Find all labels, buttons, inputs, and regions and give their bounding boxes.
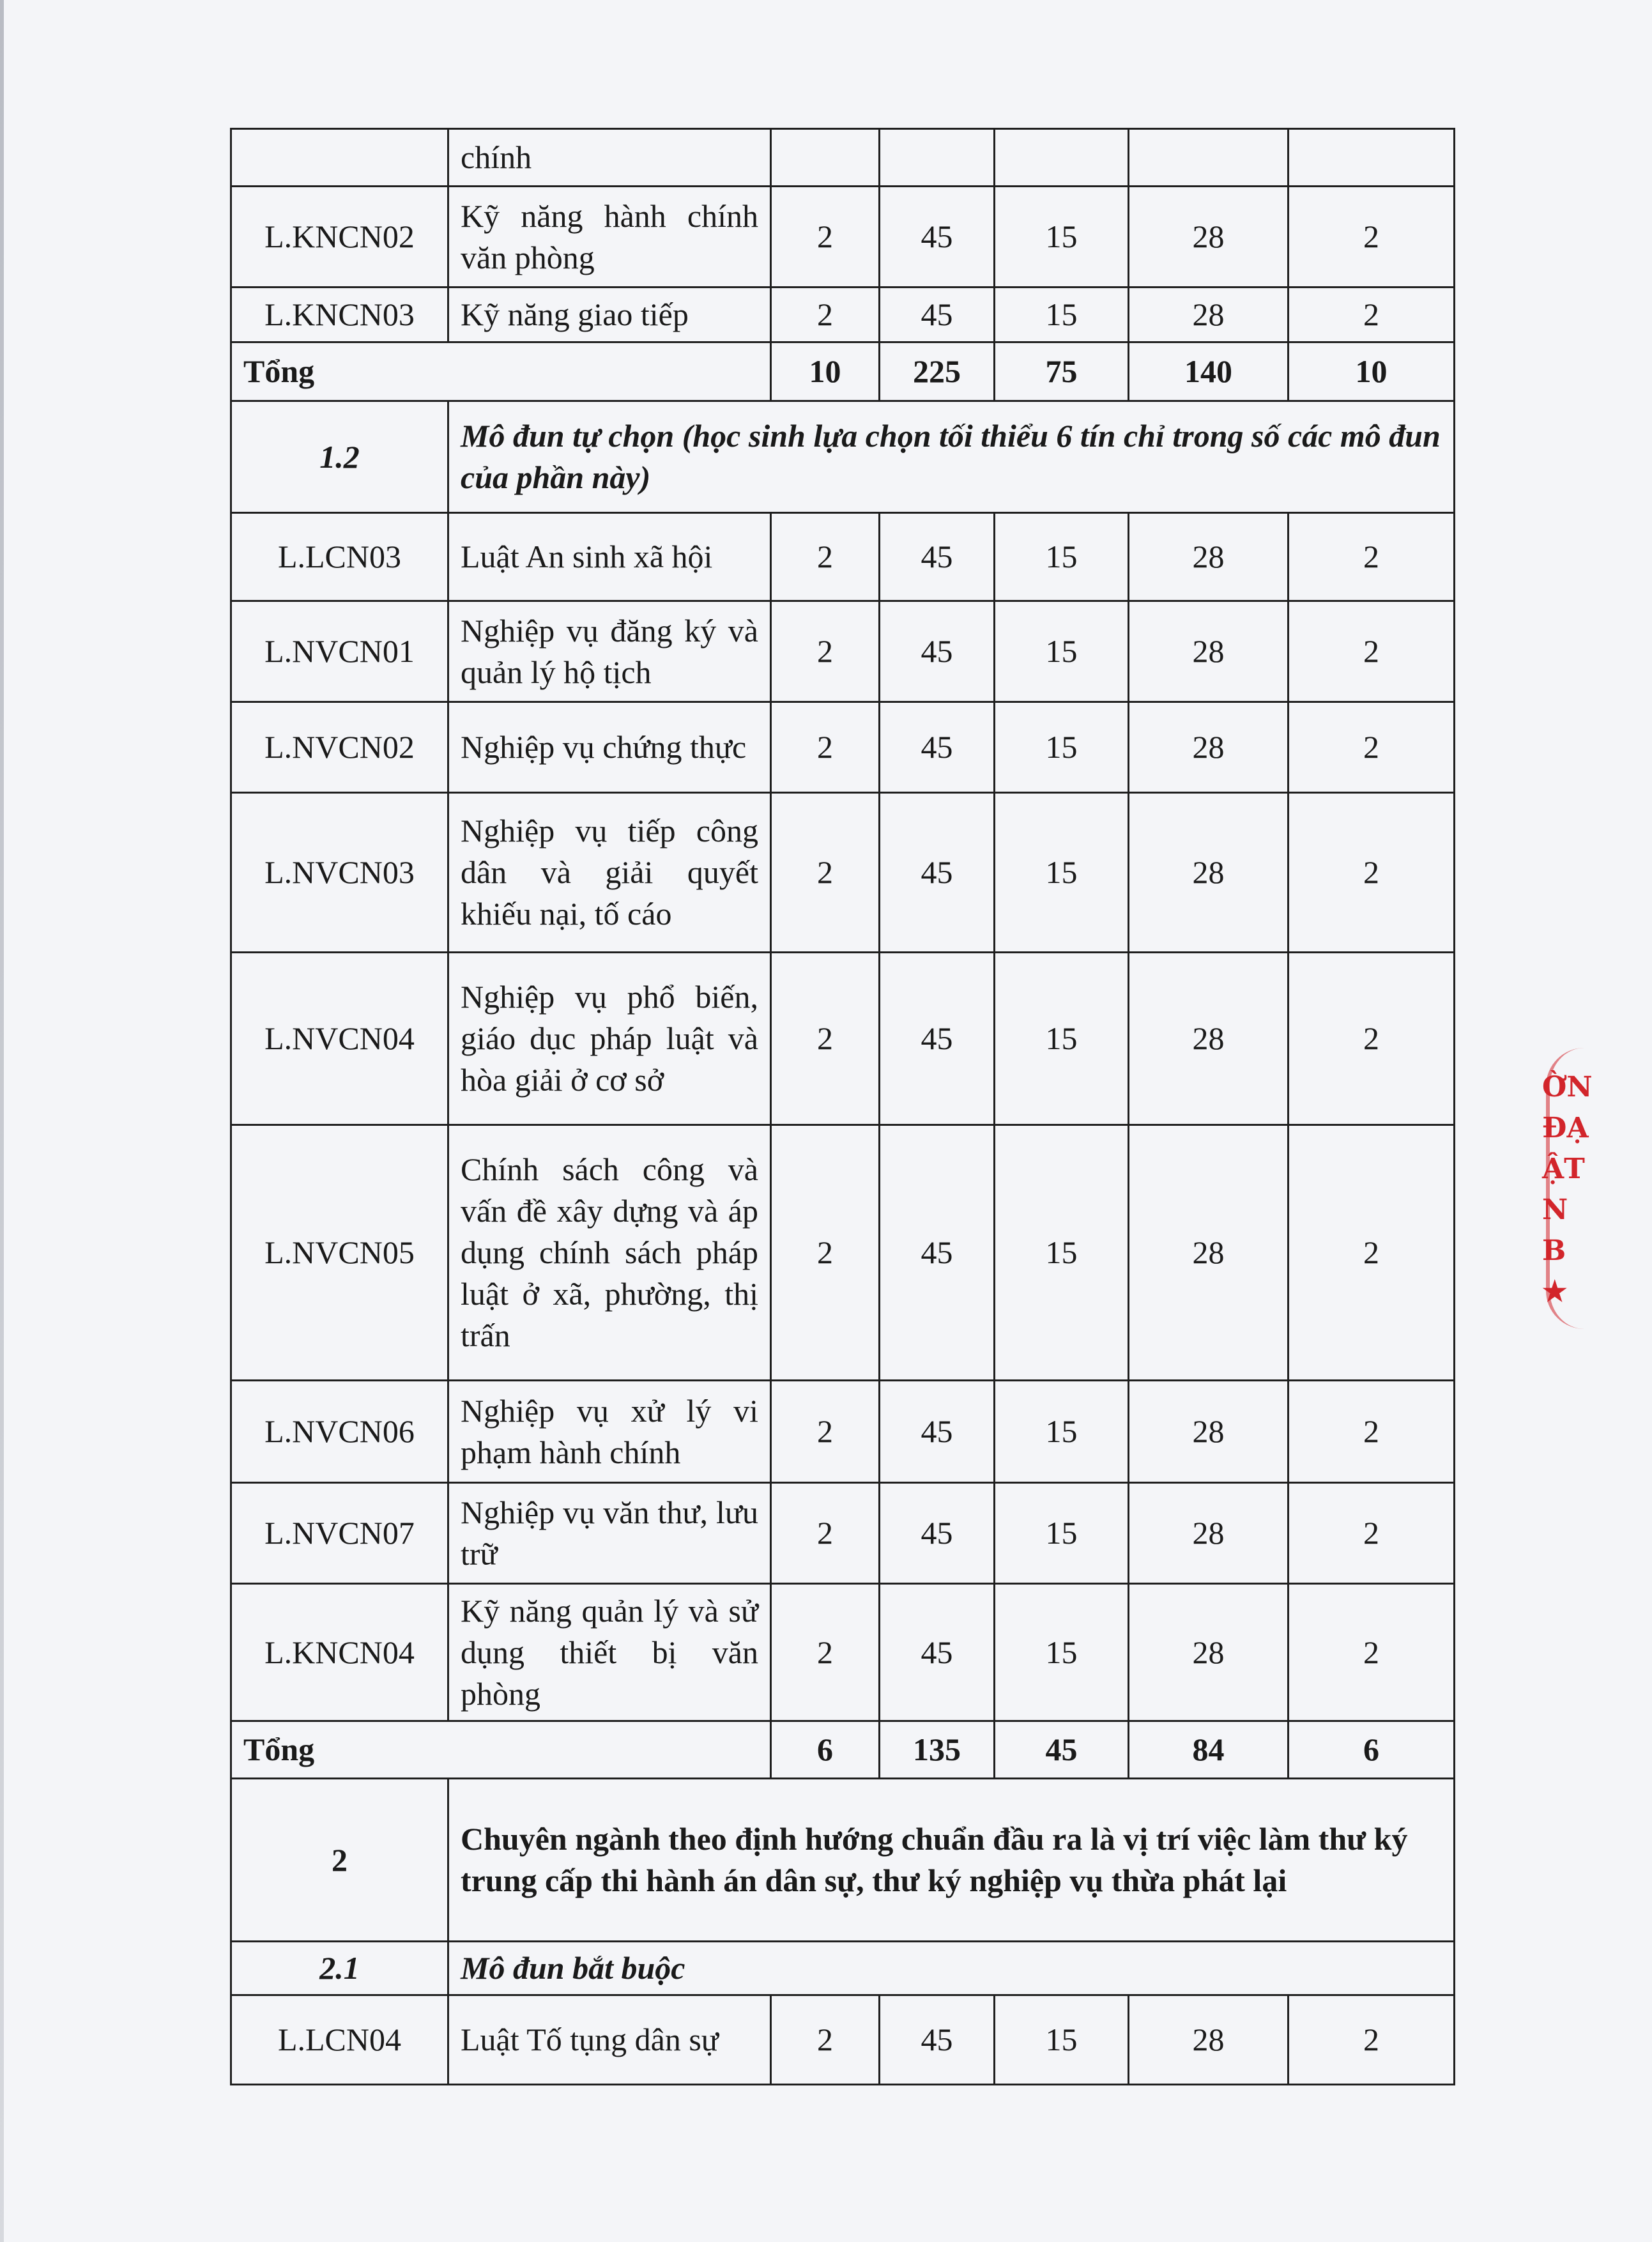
total-practice: 84 [1129,1721,1289,1779]
total-hours-cell: 45 [880,793,995,953]
section-title: Chuyên ngành theo định hướng chuẩn đầu ra là vị trí việc làm thư ký trung cấp thi hành án dân sự, thư ký nghiệp vụ thừa phát lại [448,1779,1455,1942]
module-code: L.KNCN02 [231,187,448,288]
total-row [231,342,1455,401]
exam-hours-cell: 2 [1289,1483,1455,1584]
total-hours-cell: 45 [880,1483,995,1584]
total-hours-cell: 45 [880,601,995,702]
table-row [231,601,1455,702]
curriculum-table [230,128,1455,2085]
module-code: L.LCN04 [231,1995,448,2085]
theory-hours-cell [995,129,1129,187]
practice-hours-cell: 28 [1129,793,1289,953]
theory-hours-cell: 15 [995,1995,1129,2085]
section-title: Mô đun bắt buộc [448,1942,1455,1995]
practice-hours-cell: 28 [1129,513,1289,601]
exam-hours-cell: 2 [1289,793,1455,953]
practice-hours-cell: 28 [1129,1381,1289,1483]
module-code: L.NVCN02 [231,702,448,793]
total-hours-cell [880,129,995,187]
credits-cell: 2 [771,513,880,601]
total-practice: 140 [1129,342,1289,401]
exam-hours-cell: 2 [1289,601,1455,702]
module-code: L.NVCN07 [231,1483,448,1584]
table-row [231,702,1455,793]
total-label: Tổng [231,1721,771,1779]
red-seal-stamp [1533,1048,1593,1342]
table-row [231,1125,1455,1381]
theory-hours-cell: 15 [995,288,1129,342]
module-code [231,129,448,187]
total-label: Tổng [231,342,771,401]
exam-hours-cell: 2 [1289,702,1455,793]
credits-cell: 2 [771,702,880,793]
total-exam: 10 [1289,342,1455,401]
total-hours-cell: 45 [880,953,995,1125]
exam-hours-cell: 2 [1289,1584,1455,1721]
credits-cell: 2 [771,1125,880,1381]
total-row [231,1721,1455,1779]
module-name: Nghiệp vụ đăng ký và quản lý hộ tịch [448,601,771,702]
credits-cell: 2 [771,793,880,953]
theory-hours-cell: 15 [995,513,1129,601]
module-name: chính [448,129,771,187]
total-hours-cell: 45 [880,1381,995,1483]
exam-hours-cell: 2 [1289,1125,1455,1381]
practice-hours-cell: 28 [1129,601,1289,702]
total-theory: 75 [995,342,1129,401]
section-title: Mô đun tự chọn (học sinh lựa chọn tối thiểu 6 tín chỉ trong số các mô đun của phần này) [448,401,1455,513]
exam-hours-cell: 2 [1289,187,1455,288]
exam-hours-cell: 2 [1289,1381,1455,1483]
module-code: L.NVCN05 [231,1125,448,1381]
practice-hours-cell: 28 [1129,187,1289,288]
table-row [231,513,1455,601]
module-code: L.KNCN03 [231,288,448,342]
table-row [231,1995,1455,2085]
total-hours-cell: 45 [880,1584,995,1721]
section-number: 1.2 [231,401,448,513]
section-header-row [231,1779,1455,1942]
table-row [231,1483,1455,1584]
practice-hours-cell: 28 [1129,1584,1289,1721]
total-theory: 45 [995,1721,1129,1779]
module-code: L.KNCN04 [231,1584,448,1721]
credits-cell: 2 [771,1995,880,2085]
practice-hours-cell: 28 [1129,1125,1289,1381]
module-name: Kỹ năng hành chính văn phòng [448,187,771,288]
theory-hours-cell: 15 [995,1125,1129,1381]
theory-hours-cell: 15 [995,793,1129,953]
practice-hours-cell: 28 [1129,702,1289,793]
total-hours-cell: 45 [880,702,995,793]
total-hours-cell: 45 [880,288,995,342]
module-name: Nghiệp vụ phổ biến, giáo dục pháp luật và hòa giải ở cơ sở [448,953,771,1125]
total-exam: 6 [1289,1721,1455,1779]
credits-cell: 2 [771,1584,880,1721]
module-name: Kỹ năng quản lý và sử dụng thiết bị văn phòng [448,1584,771,1721]
module-name: Luật Tố tụng dân sự [448,1995,771,2085]
total-credits: 10 [771,342,880,401]
module-code: L.NVCN01 [231,601,448,702]
module-code: L.LCN03 [231,513,448,601]
exam-hours-cell: 2 [1289,1995,1455,2085]
exam-hours-cell [1289,129,1455,187]
practice-hours-cell: 28 [1129,953,1289,1125]
module-code: L.NVCN04 [231,953,448,1125]
total-hours: 135 [880,1721,995,1779]
total-hours: 225 [880,342,995,401]
theory-hours-cell: 15 [995,953,1129,1125]
theory-hours-cell: 15 [995,187,1129,288]
exam-hours-cell: 2 [1289,513,1455,601]
credits-cell: 2 [771,288,880,342]
theory-hours-cell: 15 [995,1483,1129,1584]
total-hours-cell: 45 [880,1995,995,2085]
module-name: Nghiệp vụ tiếp công dân và giải quyết khiếu nại, tố cáo [448,793,771,953]
credits-cell: 2 [771,187,880,288]
practice-hours-cell: 28 [1129,288,1289,342]
total-hours-cell: 45 [880,513,995,601]
total-hours-cell: 45 [880,187,995,288]
total-hours-cell: 45 [880,1125,995,1381]
exam-hours-cell: 2 [1289,288,1455,342]
seal-text: ỜN ĐẠ ẬT N B ★ [1542,1071,1593,1308]
practice-hours-cell: 28 [1129,1995,1289,2085]
theory-hours-cell: 15 [995,702,1129,793]
module-name: Nghiệp vụ chứng thực [448,702,771,793]
table-row [231,793,1455,953]
module-name: Kỹ năng giao tiếp [448,288,771,342]
module-name: Chính sách công và vấn đề xây dựng và áp dụng chính sách pháp luật ở xã, phường, thị trấn [448,1125,771,1381]
credits-cell: 2 [771,601,880,702]
section-number: 2 [231,1779,448,1942]
practice-hours-cell [1129,129,1289,187]
table-row [231,129,1455,187]
section-header-row [231,401,1455,513]
table-row [231,288,1455,342]
module-name: Nghiệp vụ xử lý vi phạm hành chính [448,1381,771,1483]
table-row [231,1584,1455,1721]
practice-hours-cell: 28 [1129,1483,1289,1584]
table-row [231,953,1455,1125]
theory-hours-cell: 15 [995,601,1129,702]
theory-hours-cell: 15 [995,1584,1129,1721]
scan-edge [0,0,4,2242]
section-number: 2.1 [231,1942,448,1995]
credits-cell: 2 [771,953,880,1125]
module-name: Nghiệp vụ văn thư, lưu trữ [448,1483,771,1584]
theory-hours-cell: 15 [995,1381,1129,1483]
credits-cell: 2 [771,1381,880,1483]
module-code: L.NVCN03 [231,793,448,953]
table-row [231,187,1455,288]
section-header-row [231,1942,1455,1995]
module-name: Luật An sinh xã hội [448,513,771,601]
exam-hours-cell: 2 [1289,953,1455,1125]
table-row [231,1381,1455,1483]
credits-cell [771,129,880,187]
credits-cell: 2 [771,1483,880,1584]
module-code: L.NVCN06 [231,1381,448,1483]
total-credits: 6 [771,1721,880,1779]
